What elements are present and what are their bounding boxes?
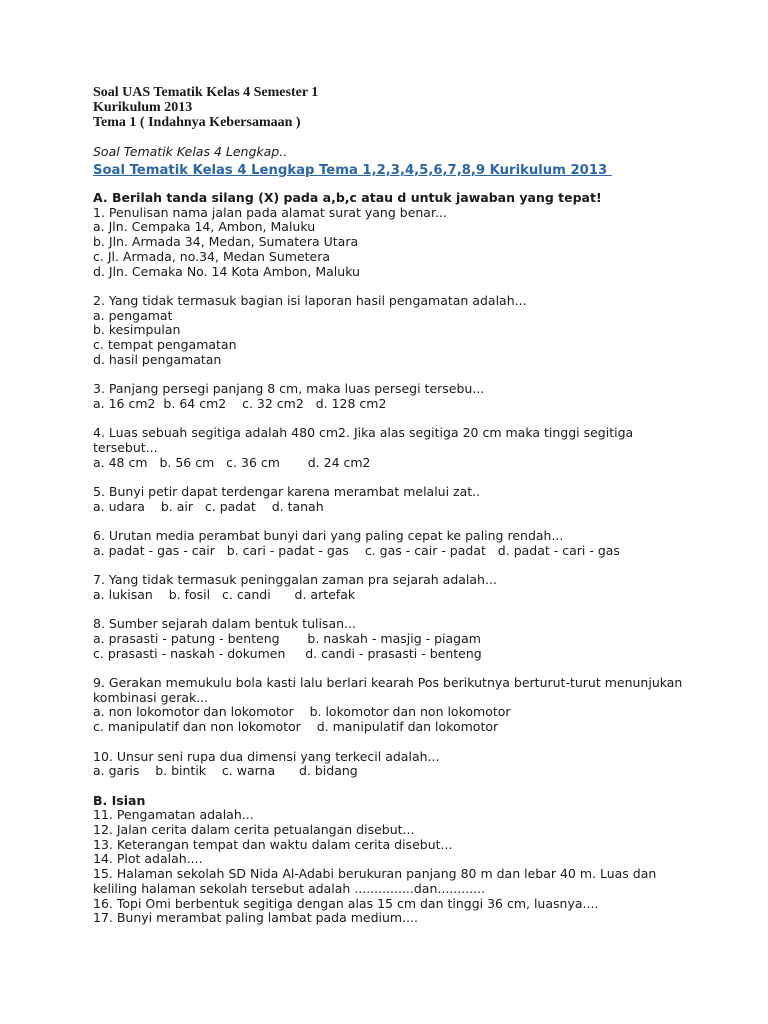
question-text: 3. Panjang persegi panjang 8 cm, maka luas persegi tersebu...: [93, 381, 485, 397]
question-block: [93, 382, 693, 411]
question-line: d. Jln. Cemaka No. 14 Kota Ambon, Maluku: [93, 263, 360, 279]
question-block: [93, 529, 693, 558]
question-text: 6. Urutan media perambat bunyi dari yang paling cepat ke paling rendah...: [93, 528, 564, 544]
isian-item: 16. Topi Omi berbentuk segitiga dengan alas 15 cm dan tinggi 36 cm, luasnya....: [93, 895, 599, 911]
section-a-title: A. Berilah tanda silang (X) pada a,b,c atau d untuk jawaban yang tepat!: [93, 190, 602, 205]
question-block: [93, 750, 693, 779]
isian-item: 14. Plot adalah....: [93, 851, 203, 867]
question-line: tersebut...: [93, 439, 158, 455]
question-line: c. prasasti - naskah - dokumen d. candi - prasasti - benteng: [93, 645, 482, 661]
question-line: kombinasi gerak...: [93, 689, 209, 705]
document-curriculum: Kurikulum 2013: [93, 100, 193, 115]
isian-item: keliling halaman sekolah tersebut adalah ...............dan............: [93, 880, 486, 896]
question-text: 7. Yang tidak termasuk peninggalan zaman pra sejarah adalah...: [93, 572, 497, 588]
section-b-title: B. Isian: [93, 792, 146, 808]
question-line: a. udara b. air c. padat d. tanah: [93, 498, 324, 514]
spacer: [93, 661, 693, 676]
question-text: 9. Gerakan memukulu bola kasti lalu berlari kearah Pos berikutnya berturut-turut menunjukan: [93, 675, 683, 691]
document-title: Soal UAS Tematik Kelas 4 Semester 1: [93, 85, 319, 100]
question-text: 5. Bunyi petir dapat terdengar karena merambat melalui zat..: [93, 484, 481, 499]
question-line: b. Jln. Armada 34, Medan, Sumatera Utara: [93, 234, 359, 250]
isian-item: 12. Jalan cerita dalam cerita petualangan disebut...: [93, 822, 415, 838]
isian-item: 13. Keterangan tempat dan waktu dalam cerita disebut...: [93, 836, 453, 852]
question-block: [93, 426, 693, 470]
spacer: [93, 559, 693, 574]
isian-item: 17. Bunyi merambat paling lambat pada medium....: [93, 910, 419, 926]
spacer: [93, 470, 693, 485]
spacer: [93, 514, 693, 529]
question-block: [93, 617, 693, 661]
spacer: [93, 279, 693, 294]
tematik-link[interactable]: Soal Tematik Kelas 4 Lengkap Tema 1,2,3,4,5,6,7,8,9 Kurikulum 2013: [93, 163, 612, 178]
question-line: a. pengamat: [93, 307, 173, 323]
question-line: a. Jln. Cempaka 14, Ambon, Maluku: [93, 219, 316, 235]
spacer: [93, 735, 693, 750]
question-line: a. prasasti - patung - benteng b. naskah - masjig - piagam: [93, 630, 481, 646]
question-text: 4. Luas sebuah segitiga adalah 480 cm2. Jika alas segitiga 20 cm maka tinggi segitiga: [93, 425, 634, 441]
document-theme: Tema 1 ( Indahnya Kebersamaan ): [93, 115, 301, 130]
document-subtitle: Soal Tematik Kelas 4 Lengkap..: [93, 144, 288, 159]
document-page: [93, 85, 693, 926]
spacer: [93, 367, 693, 382]
question-text: 10. Unsur seni rupa dua dimensi yang terkecil adalah...: [93, 748, 440, 764]
spacer: [93, 412, 693, 427]
question-line: c. manipulatif dan non lokomotor d. manipulatif dan lokomotor: [93, 719, 499, 735]
question-line: a. 48 cm b. 56 cm c. 36 cm d. 24 cm2: [93, 454, 371, 470]
question-line: a. 16 cm2 b. 64 cm2 c. 32 cm2 d. 128 cm2: [93, 395, 387, 411]
question-line: d. hasil pengamatan: [93, 351, 222, 367]
question-line: a. garis b. bintik c. warna d. bidang: [93, 763, 358, 779]
question-block: [93, 206, 693, 280]
question-line: a. non lokomotor dan lokomotor b. lokomotor dan non lokomotor: [93, 704, 511, 720]
section-b-questions: [93, 808, 693, 926]
question-block: [93, 676, 693, 735]
isian-item: 11. Pengamatan adalah...: [93, 807, 254, 823]
spacer: [93, 603, 693, 618]
question-line: a. padat - gas - cair b. cari - padat - gas c. gas - cair - padat d. padat - cari - gas: [93, 542, 620, 558]
question-block: [93, 485, 693, 514]
section-a-questions: [93, 206, 693, 779]
question-block: [93, 294, 693, 368]
isian-item: 15. Halaman sekolah SD Nida Al-Adabi berukuran panjang 80 m dan lebar 40 m. Luas dan: [93, 866, 657, 882]
question-line: a. lukisan b. fosil c. candi d. artefak: [93, 586, 356, 602]
question-line: c. tempat pengamatan: [93, 337, 237, 353]
question-text: 2. Yang tidak termasuk bagian isi laporan hasil pengamatan adalah...: [93, 292, 527, 308]
question-text: 1. Penulisan nama jalan pada alamat surat yang benar...: [93, 204, 447, 220]
spacer: [93, 779, 693, 794]
question-block: [93, 573, 693, 602]
question-text: 8. Sumber sejarah dalam bentuk tulisan...: [93, 616, 356, 632]
question-line: c. Jl. Armada, no.34, Medan Sumetera: [93, 248, 331, 264]
question-line: b. kesimpulan: [93, 322, 181, 338]
